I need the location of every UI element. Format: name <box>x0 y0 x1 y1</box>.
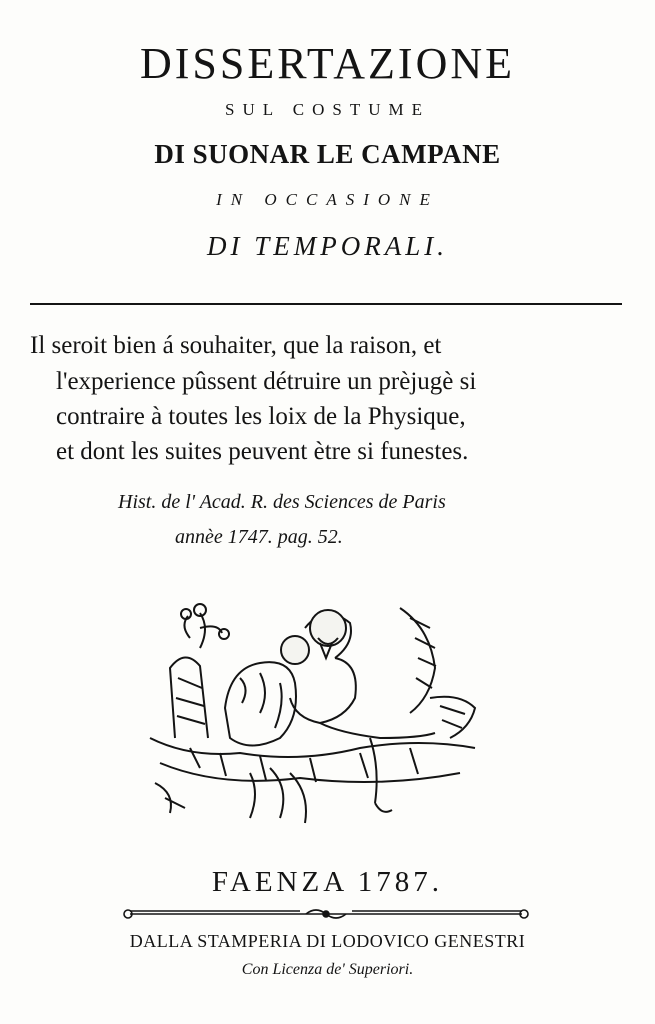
epigraph-line-2: l'experience pûssent détruire un prèjugè si <box>56 368 477 395</box>
divider-rule <box>30 303 622 305</box>
title-subline-4: DI TEMPORALI. <box>207 231 448 261</box>
epigraph-citation-1: Hist. de l' Acad. R. des Sciences de Paris <box>118 491 446 513</box>
title-subline-2: DI SUONAR LE CAMPANE <box>154 139 501 169</box>
epigraph-line-3: contraire à toutes les loix de la Physique, <box>56 403 466 430</box>
epigraph-citation-2: annèe 1747. pag. 52. <box>175 526 343 548</box>
title-subline-3: IN OCCASIONE <box>216 190 439 209</box>
printer-line: DALLA STAMPERIA DI LODOVICO GENESTRI <box>129 931 526 951</box>
title-main: DISSERTAZIONE <box>139 39 516 88</box>
place-date: FAENZA 1787. <box>211 866 444 898</box>
epigraph-line-4: et dont les suites peuvent ètre si funestes. <box>56 438 469 465</box>
epigraph-line-1: Il seroit bien á souhaiter, que la raison, et <box>30 332 442 359</box>
license-line: Con Licenza de' Superiori. <box>241 961 414 978</box>
satyr-woodcut-icon <box>130 588 500 848</box>
title-subline-1: SUL COSTUME <box>225 100 430 119</box>
ornamental-rule-icon <box>120 906 532 922</box>
